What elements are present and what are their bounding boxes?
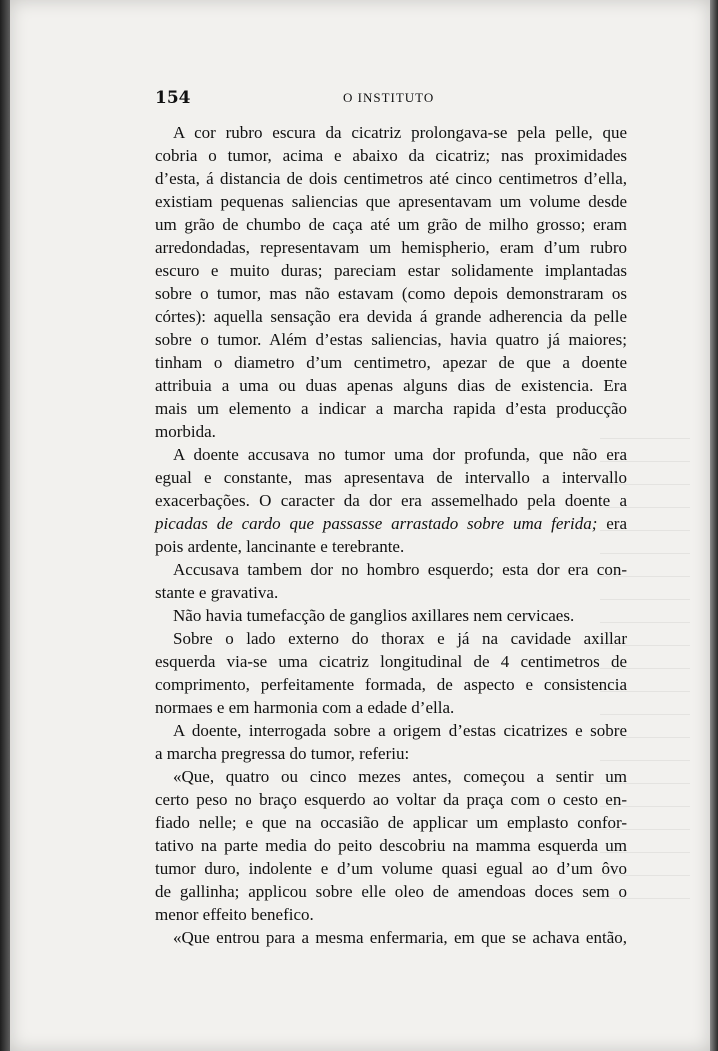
left-page-edge [0,0,10,1051]
text-line: sobre o tumor. Além d’estas saliencias, havia quatro já maiores; [155,330,627,349]
paragraph-1 [155,121,627,443]
text-line: mais um elemento a indicar a marcha rapida d’esta producção [155,399,627,418]
text-line: A doente accusava no tumor uma dor profunda, que não era [173,445,627,464]
text-line: attribuia a uma ou duas apenas alguns dias de existencia. Era [155,376,627,395]
text-line: a marcha pregressa do tumor, referiu: [155,744,410,763]
text-line: um grão de chumbo de caça até um grão de milho grosso; eram [155,215,627,234]
text-line: arredondadas, representavam um hemispherio, eram d’um rubro [155,238,627,257]
paragraph-3 [155,558,627,604]
text-line: Não havia tumefacção de ganglios axillares nem cervicaes. [173,606,575,625]
text-line: A cor rubro escura da cicatriz prolongava-se pela pelle, que [173,123,627,142]
text-line: A doente, interrogada sobre a origem d’estas cicatrizes e sobre [173,721,627,740]
text-line: egual e constante, mas apresentava de intervallo a intervallo [155,468,627,487]
text-line: cobria o tumor, acima e abaixo da cicatriz; nas proximidades [155,146,627,165]
running-title: O INSTITUTO [343,90,435,105]
right-page-edge [710,0,718,1051]
text-line: Accusava tambem dor no hombro esquerdo; esta dor era con- [173,560,627,579]
page-number: 154 [155,88,191,108]
italic-quote: picadas de cardo que passasse arrastado sobre uma ferida; [155,514,598,533]
text-line: fiado nelle; e que na occasião de applicar um emplasto confor- [155,813,627,832]
paragraph-4 [155,604,627,627]
text-line: certo peso no braço esquerdo ao voltar da praça com o cesto en- [155,790,627,809]
text-line: stante e gravativa. [155,583,279,602]
text-line: exacerbações. O caracter da dor era assemelhado pela doente a [155,491,627,510]
text-line: normaes e em harmonia com a edade d’ella. [155,698,455,717]
text-line: existiam pequenas saliencias que apresentavam um volume desde [155,192,627,211]
text-line: esquerda via-se uma cicatriz longitudinal de 4 centimetros de [155,652,627,671]
text-line: comprimento, perfeitamente formada, de aspecto e consistencia [155,675,627,694]
paragraph-2 [155,443,627,558]
body-text [155,121,627,949]
text-line: tumor duro, indolente e d’um volume quasi egual ao d’um ôvo [155,859,627,878]
text-line: d’esta, á distancia de dois centimetros até cinco centimetros d’ella, [155,169,627,188]
text-line: morbida. [155,422,216,441]
text-line: Sobre o lado externo do thorax e já na cavidade axillar [173,629,627,648]
text-line: «Que, quatro ou cinco mezes antes, começou a sentir um [173,767,627,786]
text-line: menor effeito benefico. [155,905,314,924]
paragraph-6 [155,719,627,765]
text-line: tinham o diametro d’um centimetro, apezar de que a doente [155,353,627,372]
text-line: de gallinha; applicou sobre elle oleo de amendoas doces sem o [155,882,627,901]
text-fragment: era [597,514,627,533]
text-line: tativo na parte media do peito descobriu na mamma esquerda um [155,836,627,855]
page-header [155,88,628,110]
paragraph-8 [155,926,627,949]
text-line: «Que entrou para a mesma enfermaria, em que se achava então, [173,928,627,947]
text-line: córtes): aquella sensação era devida á grande adherencia da pelle [155,307,627,326]
text-line: escuro e muito duras; pareciam estar solidamente implantadas [155,261,627,280]
text-line-with-italic [155,512,627,535]
text-line: sobre o tumor, mas não estavam (como depois demonstraram os [155,284,627,303]
text-line: pois ardente, lancinante e terebrante. [155,537,405,556]
paragraph-5 [155,627,627,719]
paragraph-7 [155,765,627,926]
